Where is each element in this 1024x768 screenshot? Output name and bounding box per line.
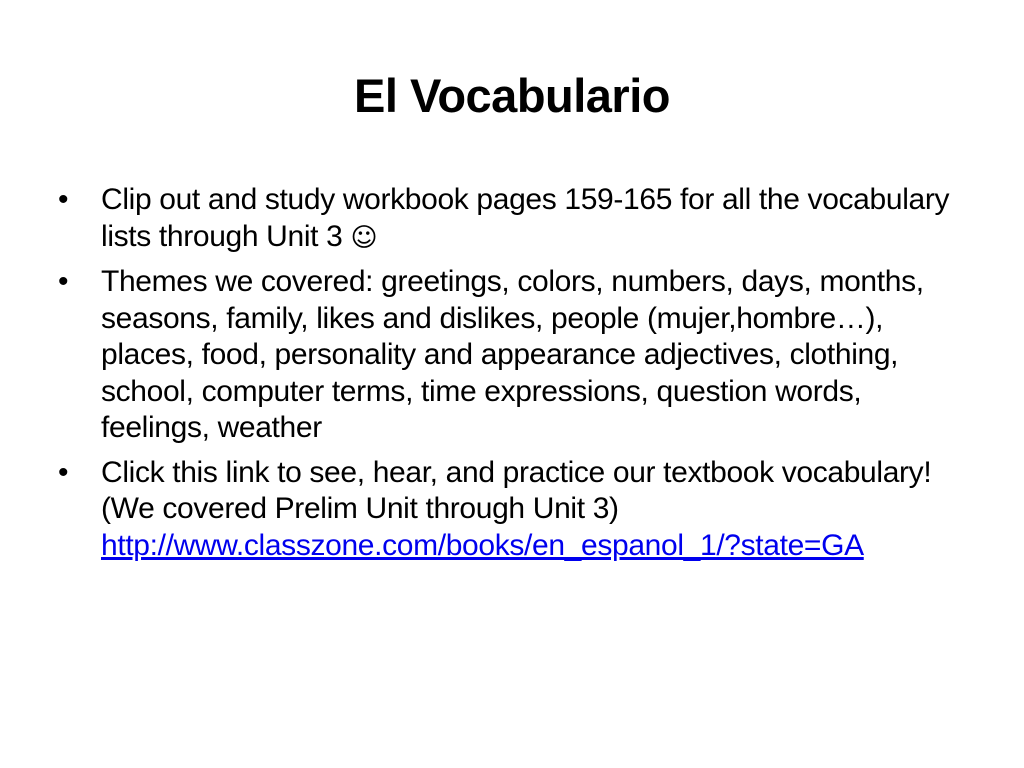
classzone-link[interactable]: http://www.classzone.com/books/en_espanol_1/?state=GA bbox=[101, 528, 864, 562]
bullet-icon: • bbox=[58, 265, 69, 298]
bullet-icon: • bbox=[58, 455, 69, 489]
bullet-text: Click this link to see, hear, and practice our textbook vocabulary! (We covered Prelim Unit through Unit 3) bbox=[101, 455, 932, 525]
bullet-text: Themes we covered: greetings, colors, numbers, days, months, seasons, family, likes and dislikes, people (mujer,hombre…), places, food, personality and appearance adjectives, clothing, school, computer terms, time expressions, question words, feelings, weather bbox=[101, 265, 924, 444]
bullet-item-link bbox=[58, 455, 958, 565]
bullet-text: Clip out and study workbook pages 159-165 for all the vocabulary lists through Unit 3 bbox=[101, 183, 950, 253]
bullet-list bbox=[58, 182, 958, 572]
bullet-item-themes bbox=[58, 264, 958, 447]
bullet-item-workbook bbox=[58, 182, 958, 256]
smiley-icon: ☺ bbox=[350, 222, 378, 253]
bullet-icon: • bbox=[58, 183, 69, 216]
slide-title: El Vocabulario bbox=[354, 69, 670, 122]
